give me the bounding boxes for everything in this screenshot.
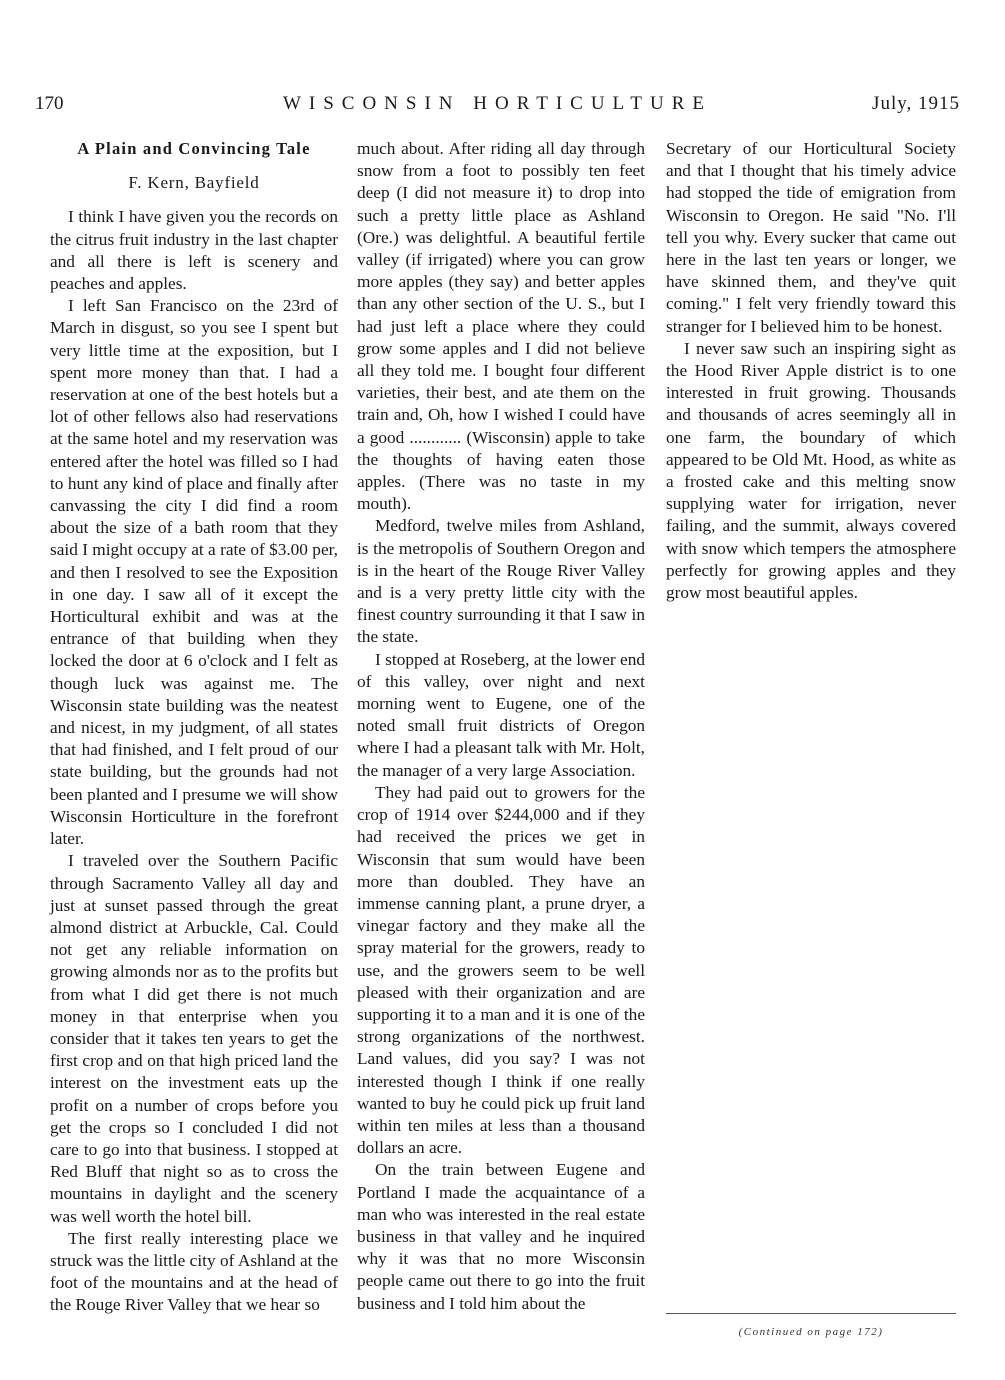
article-paragraph: I think I have given you the records on the citrus fruit industry in the last chapter and all there is left is scenery and peaches and apples. [50,207,338,294]
continued-note-block [666,1305,956,1338]
continued-note: (Continued on page 172) [738,1326,884,1338]
article-column-1 [50,138,338,1317]
article-title: A Plain and Convincing Tale [77,139,311,158]
article-byline: F. Kern, Bayfield [128,173,260,193]
article-paragraph: much about. After riding all day through snow from a foot to possibly ten feet deep (I did not measure it) to drop into such a pretty little place as Ashland (Ore.) was delightful. A beautiful fertile valley (if irrigated) where you can grow more apples (they say) and better apples than any other section of the U. S., but I had just left a place where they could grow some apples and I did not believe all they told me. I bought four different varieties, their best, and ate them on the train and, Oh, how I wished I could have a good ............ (Wisconsin) apple to take the thoughts of having eaten those apples. (There was no taste in my mouth). [357,139,645,514]
article-column-2 [357,138,645,1315]
article-paragraph: They had paid out to growers for the crop of 1914 over $244,000 and if they had received the prices we get in Wisconsin that sum would have been more than doubled. They have an immense canning plant, a prune dryer, a vinegar factory and they make all the spray material for the growers, ready to use, and the growers seem to be well pleased with their organization and are supporting it to a man and it is one of the strong organizations of the northwest. Land values, did you say? I was not interested though I think if one really wanted to buy he could pick up fruit land within ten miles at less than a thousand dollars an acre. [357,782,645,1158]
article-paragraph: I stopped at Roseberg, at the lower end of this valley, over night and next morning went to Eugene, one of the noted small fruit districts of Oregon where I had a pleasant talk with Mr. Holt, the manager of a very large Association. [357,649,645,780]
divider-rule [666,1313,956,1314]
article-paragraph: I left San Francisco on the 23rd of March in disgust, so you see I spent but very little time at the exposition, but I spent more money than that. I had a reservation at one of the best hotels but a lot of other fellows also had reservations at the same hotel and my reservation was entered after the hotel was filled so I had to hunt any kind of place and finally after canvassing the city I did find a room about the size of a bath room that they said I might occupy at a rate of $3.00 per, and then I resolved to see the Exposition in one day. I saw all of it except the Horticultural exhibit and was at the entrance of that building when they locked the door at 6 o'clock and I felt as though luck was against me. The Wisconsin state building was the neatest and nicest, in my judgment, of all states that had finished, and I felt proud of our state building, but the grounds had not been planted and I presume we will show Wisconsin Horticulture in the forefront later. [50,296,338,849]
article-paragraph: Secretary of our Horticultural Society and that I thought that his timely advice had stopped the tide of emigration from Wisconsin to Oregon. He said "No. I'll tell you why. Every sucker that came out here in the last ten years or longer, we have skinned them, and they've quit coming." I felt very friendly toward this stranger for I believed him to be honest. [666,139,956,336]
article-paragraph: The first really interesting place we struck was the little city of Ashland at the foot of the mountains and at the head of the Rouge River Valley that we hear so [50,1228,338,1315]
page-number: 170 [35,93,64,114]
article-paragraph: I traveled over the Southern Pacific through Sacramento Valley all day and just at sunset passed through the great almond district at Arbuckle, Cal. Could not get any reliable information on growing almonds nor as to the profits but from what I did get there is not much money in that enterprise when you consider that it takes ten years to get the first crop and on that high priced land the interest on the investment eats up the profit on a number of crops before you get the crops so I concluded I did not care to go into that business. I stopped at Red Bluff that night so as to cross the mountains in daylight and the scenery was well worth the hotel bill. [50,851,338,1226]
journal-title: WISCONSIN HORTICULTURE [282,93,713,114]
article-paragraph: Medford, twelve miles from Ashland, is the metropolis of Southern Oregon and is in the heart of the Rouge River Valley and is a very pretty little city with the finest country surrounding it that I saw in the state. [357,516,645,647]
page-header [35,93,960,123]
article-paragraph: On the train between Eugene and Portland I made the acquaintance of a man who was interested in the real estate business in that valley and he inquired why it was that no more Wisconsin people came out there to go into the fruit business and I told him about the [357,1160,645,1313]
article-column-3 [666,138,956,604]
article-paragraph: I never saw such an inspiring sight as the Hood River Apple district is to one interested in fruit growing. Thousands and thousands of acres seemingly all in one farm, the boundary of which appeared to be Old Mt. Hood, as white as a frosted cake and this melting snow supplying water for irrigation, never failing, and the summit, always covered with snow which tempers the atmosphere perfectly for growing apples and they grow most beautiful apples. [666,338,956,603]
issue-date: July, 1915 [872,93,960,114]
